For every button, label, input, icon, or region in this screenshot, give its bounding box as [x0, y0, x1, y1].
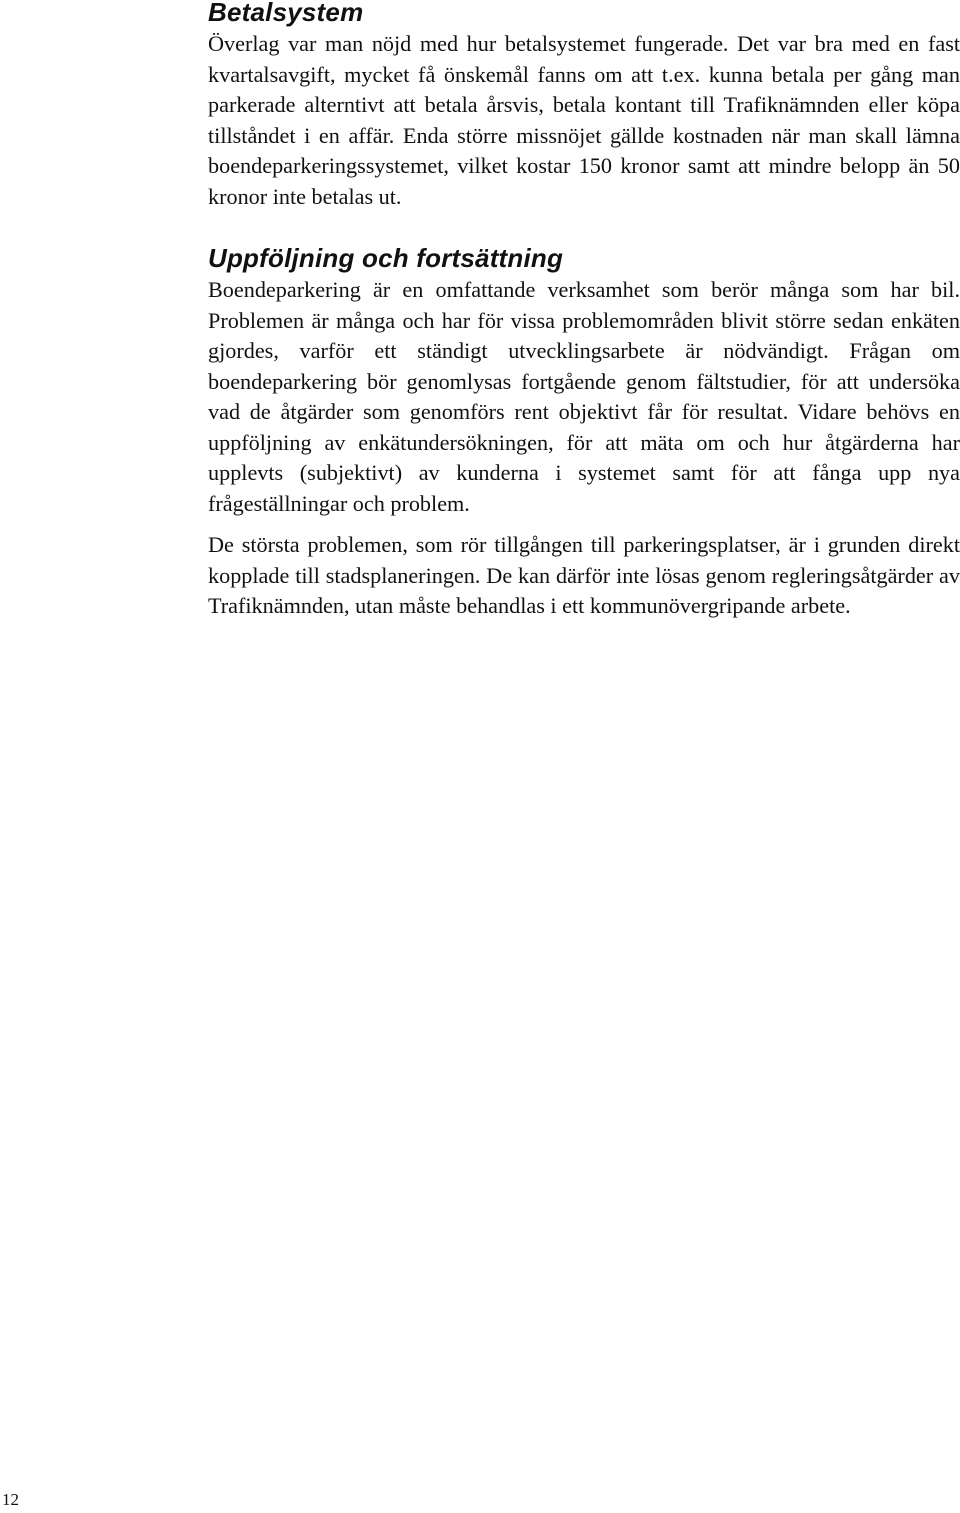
paragraph-betalsystem: Överlag var man nöjd med hur betalsystemet fungerade. Det var bra med en fast kvartalsavgift, mycket få önskemål fanns om att t.ex. kunna betala per gång man parkerade alterntivt att betala årsvis, betala kontant till Trafiknämnden eller köpa tillståndet i en affär. Enda större missnöjet gällde kostnaden när man skall lämna boendeparkeringssystemet, vilket kostar 150 kronor samt att mindre belopp än 50 kronor inte betalas ut.	[208, 31, 960, 209]
page-number: 12	[2, 1490, 19, 1509]
paragraph-uppfoljning-2: De största problemen, som rör tillgången till parkeringsplatser, är i grunden direkt kopplade till stadsplaneringen. De kan därför inte lösas genom regleringsåtgärder av Trafiknämnden, utan måste behandlas i ett kommunövergripande arbete.	[208, 532, 960, 618]
section-heading-betalsystem: Betalsystem	[208, 0, 364, 27]
paragraph-uppfoljning-1: Boendeparkering är en omfattande verksamhet som berör många som har bil. Problemen är många och har för vissa problemområden blivit större sedan enkäten gjordes, varför ett ständigt utvecklingsarbete är nödvändigt. Frågan om boendeparkering bör genomlysas fortgående genom fältstudier, för att undersöka vad de åtgärder som genomförs rent objektivt får för resultat. Vidare behövs en uppföljning av enkätundersökningen, för att mäta om och hur åtgärderna har upplevts (subjektivt) av kunderna i systemet samt för att fånga upp nya frågeställningar och problem.	[208, 277, 960, 516]
section-heading-uppfoljning: Uppföljning och fortsättning	[208, 243, 564, 273]
main-content	[208, 0, 960, 622]
